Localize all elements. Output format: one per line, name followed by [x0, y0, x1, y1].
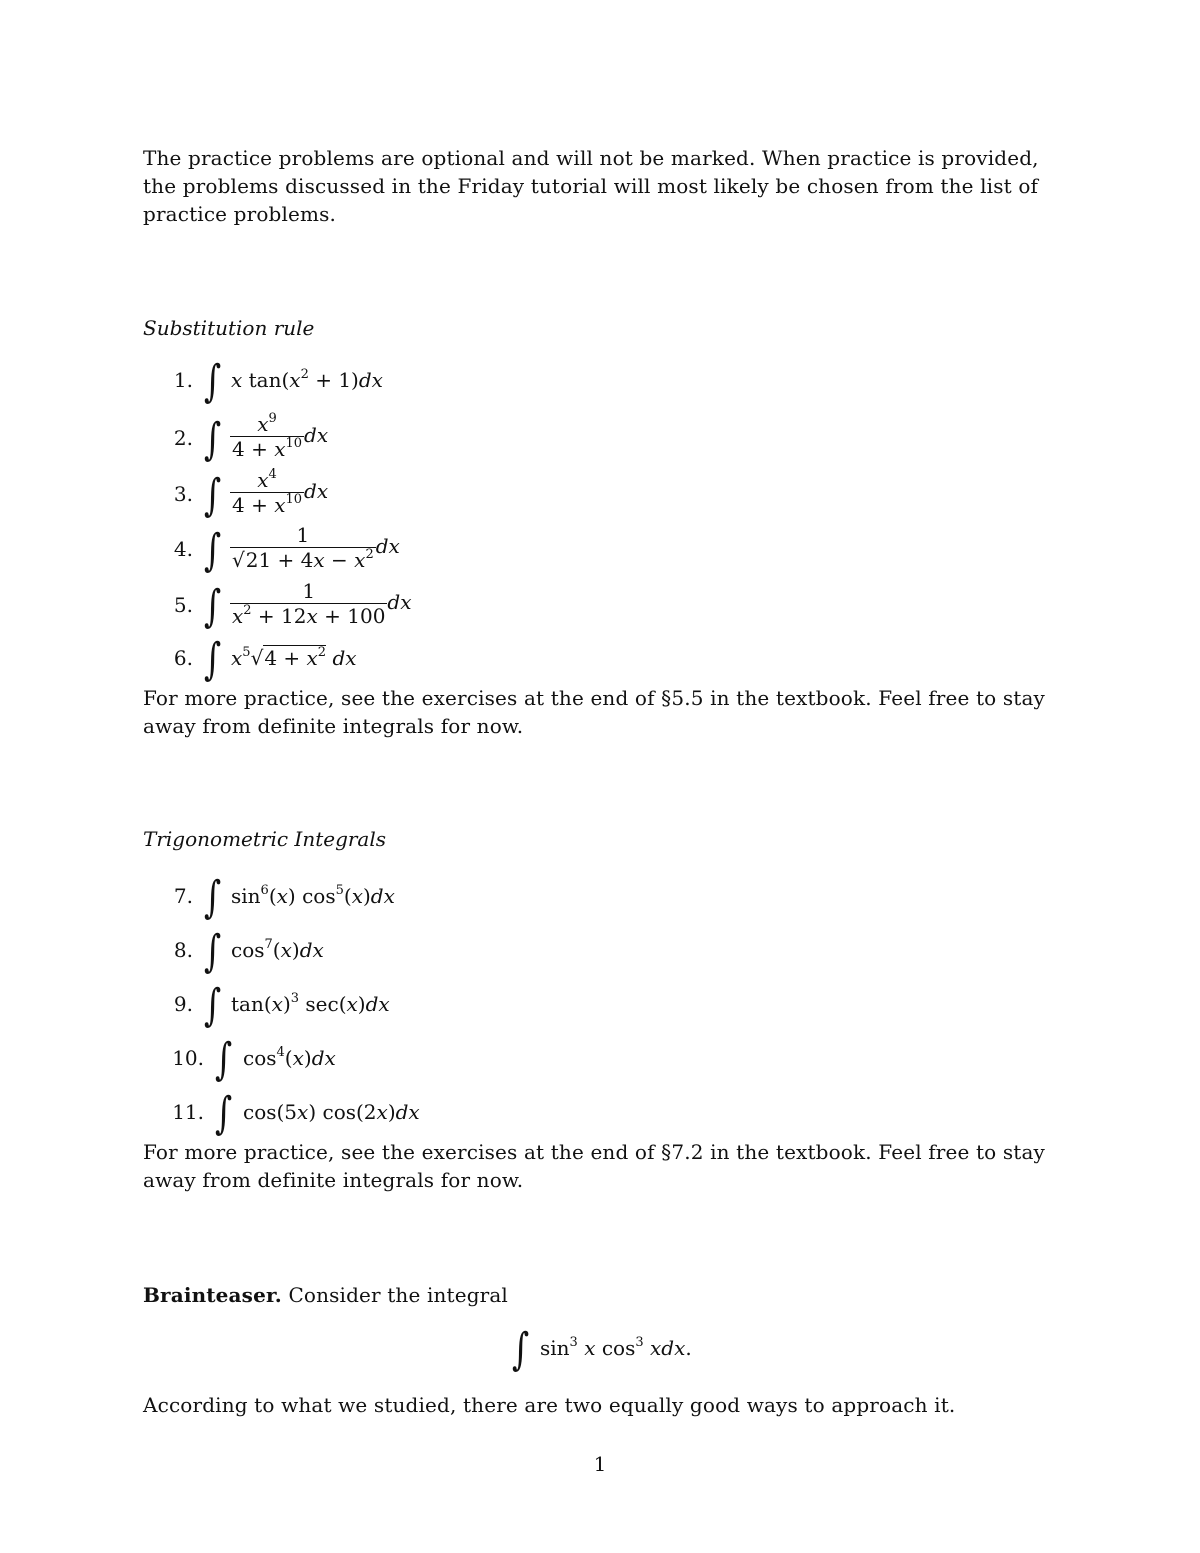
intro-paragraph: The practice problems are optional and will not be marked. When practice is provided, the problems discussed in the Friday tutorial will most likely be chosen from the list of practice problems. — [143, 146, 1039, 226]
problem-expression: cos(5x) cos(2x)dx — [243, 1100, 420, 1124]
integral-sign-icon: ∫ — [204, 634, 222, 685]
problem-number: 3. — [173, 482, 193, 506]
problem-11 — [0, 1086, 1200, 1142]
problem-expression: $x^5√4 + x^2$ dx — [231, 645, 357, 670]
problem-number: 10. — [172, 1046, 204, 1070]
integral-sign-icon: ∫ — [204, 872, 222, 923]
problem-number: 4. — [173, 537, 193, 561]
problem-number: 9. — [173, 992, 193, 1016]
brainteaser-expression: $\sin^3 x$ $\cos^3$ xdx. — [540, 1335, 692, 1360]
problem-1 — [0, 354, 1200, 410]
integral-sign-icon: ∫ — [204, 525, 222, 576]
integral-sign-icon: ∫ — [204, 356, 222, 407]
problem-6 — [0, 632, 1200, 688]
problem-9 — [0, 978, 1200, 1034]
integral-sign-icon: ∫ — [204, 980, 222, 1031]
problem-expression: $\sin^6(x)$ $\cos^5(x)dx$ — [231, 883, 395, 908]
problem-number: 6. — [173, 646, 193, 670]
problem-number: 7. — [173, 884, 193, 908]
problem-7 — [0, 870, 1200, 926]
problem-expression: $\frac{1}{√21 + 4x - x^2}$ dx — [232, 523, 400, 572]
problem-expression: $\frac{x^9}{4 + x^{10}}$ dx — [232, 411, 329, 461]
section-heading-substitution: Substitution rule — [143, 316, 315, 340]
problem-number: 11. — [172, 1100, 204, 1124]
problem-expression: x $\tan(x^2 + 1)dx$ — [231, 367, 383, 392]
problem-number: 2. — [173, 426, 193, 450]
page-number: 1 — [593, 1452, 607, 1476]
section1-note: For more practice, see the exercises at the end of §5.5 in the textbook. Feel free to stay away from definite integrals for now. — [143, 686, 1045, 738]
integral-sign-icon: ∫ — [204, 414, 222, 465]
problem-5 — [0, 577, 1200, 633]
section-heading-trigonometric: Trigonometric Integrals — [143, 827, 387, 851]
problem-4 — [0, 521, 1200, 577]
problem-number: 5. — [173, 593, 193, 617]
problem-expression: $\tan(x)^3$ sec(x)dx — [231, 991, 390, 1016]
problem-expression: $\cos^7(x)dx$ — [231, 937, 324, 962]
problem-number: 1. — [173, 368, 193, 392]
problem-2 — [0, 410, 1200, 466]
problem-expression: $\cos^4(x)dx$ — [243, 1045, 336, 1070]
brainteaser-integral — [0, 1322, 1200, 1378]
integral-sign-icon: ∫ — [512, 1324, 530, 1375]
problem-8 — [0, 924, 1200, 980]
brainteaser-paragraph — [143, 1281, 1063, 1309]
section2-note: For more practice, see the exercises at the end of §7.2 in the textbook. Feel free to stay away from definite integrals for now. — [143, 1140, 1045, 1192]
integral-sign-icon: ∫ — [204, 470, 222, 521]
integral-sign-icon: ∫ — [204, 581, 222, 632]
problem-expression: $\frac{x^4}{4 + x^{10}}$ dx — [232, 467, 329, 517]
integral-sign-icon: ∫ — [215, 1088, 233, 1139]
brainteaser-closing: According to what we studied, there are two equally good ways to approach it. — [143, 1393, 956, 1417]
integral-sign-icon: ∫ — [215, 1034, 233, 1085]
brainteaser-label: Brainteaser. — [143, 1283, 282, 1307]
problem-expression: $\frac{1}{x^2 + 12x + 100}$ dx — [232, 579, 412, 628]
integral-sign-icon: ∫ — [204, 926, 222, 977]
brainteaser-text: Consider the integral — [288, 1283, 508, 1307]
problem-3 — [0, 466, 1200, 522]
problem-10 — [0, 1032, 1200, 1088]
problem-number: 8. — [173, 938, 193, 962]
